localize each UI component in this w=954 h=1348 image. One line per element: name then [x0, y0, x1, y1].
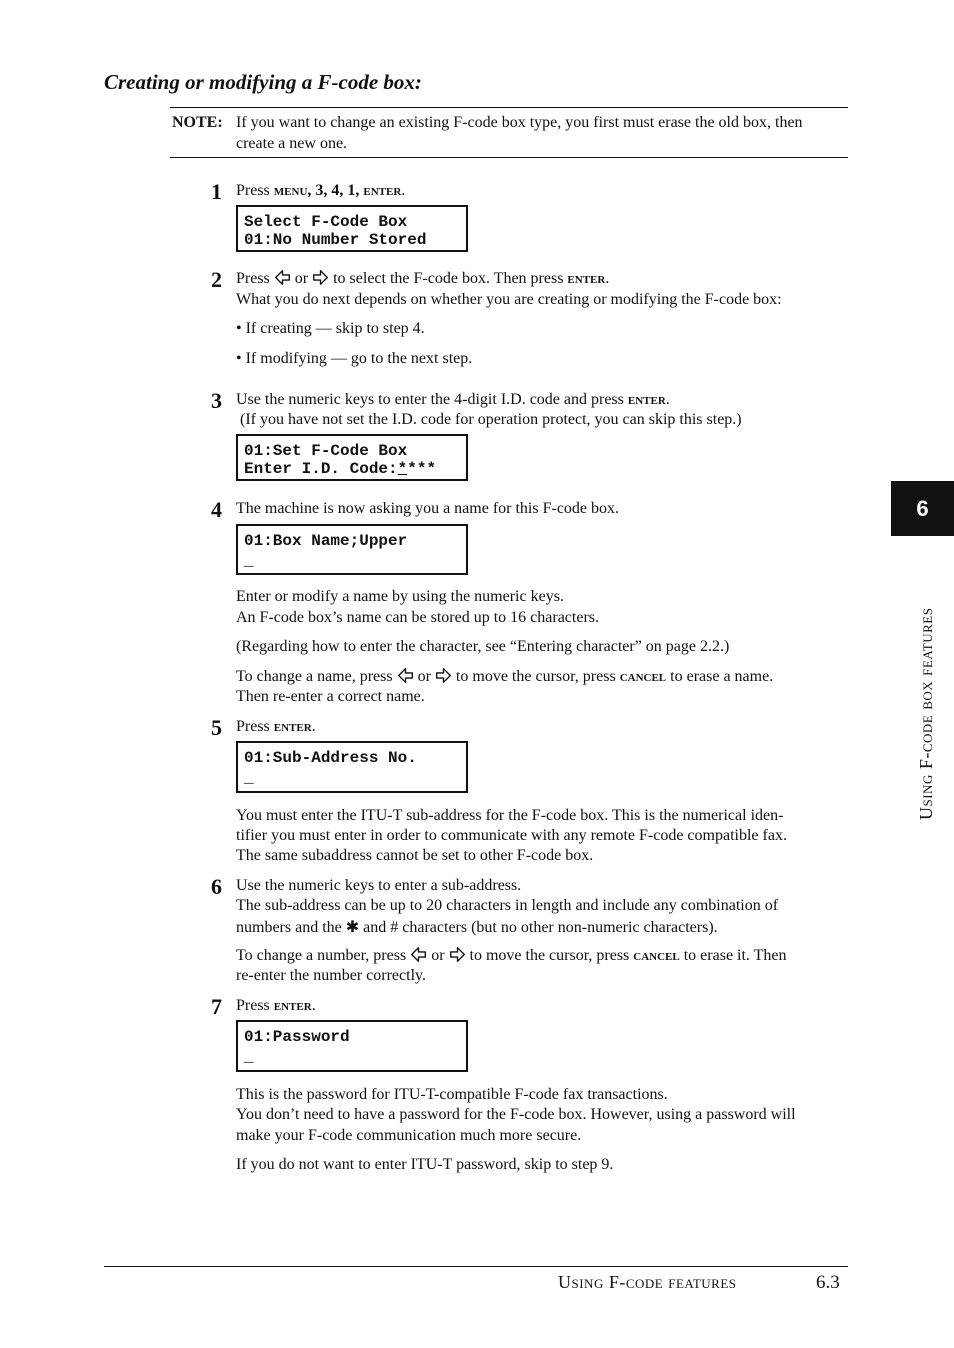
enter-key: enter: [363, 183, 402, 199]
text: to erase it. Then: [683, 947, 787, 964]
lcd-line-1: 01:Sub-Address No.: [244, 749, 417, 767]
bullet-modifying: • If modifying — go to the next step.: [236, 350, 473, 367]
step-4-p5: Then re-enter a correct name.: [236, 688, 425, 705]
step-6-p4: [236, 946, 787, 966]
lcd-cursor: _: [244, 1048, 254, 1066]
lcd-line-2: [244, 460, 436, 478]
page-number: 6.3: [816, 1272, 840, 1293]
step-7-p2: You don’t need to have a password for the F-code box. However, using a password will: [236, 1106, 796, 1123]
step-2-instruction: [236, 269, 609, 289]
step-4-p3: (Regarding how to enter the character, see “Entering character” on page 2.2.): [236, 638, 730, 655]
key-sequence: , 3, 4, 1,: [307, 182, 360, 199]
step-4-instruction: The machine is now asking you a name for this F-code box.: [236, 500, 620, 517]
period: .: [401, 182, 406, 199]
bullet-creating: • If creating — skip to step 4.: [236, 320, 425, 337]
right-arrow-key-icon: [435, 667, 452, 684]
cancel-key: cancel: [619, 669, 667, 685]
side-chapter-title: Using F-code box features: [916, 607, 936, 820]
step-5-p2: tifier you must enter in order to communicate with any remote F-code compatible fax.: [236, 827, 787, 844]
section-title: Creating or modifying a F-code box:: [104, 70, 422, 94]
text: to erase a name.: [670, 668, 774, 685]
text: numbers and the: [236, 919, 342, 936]
press-text: Press: [236, 997, 270, 1014]
left-arrow-key-icon: [274, 269, 291, 286]
step-5-p1: You must enter the ITU-T sub-address for the F-code box. This is the numerical iden-: [236, 807, 784, 824]
lcd-masked-code: ***: [407, 460, 437, 478]
period: .: [311, 718, 316, 735]
left-arrow-key-icon: [397, 667, 414, 684]
right-arrow-key-icon: [312, 269, 329, 286]
enter-key: enter: [273, 998, 312, 1014]
enter-key: enter: [273, 719, 312, 735]
step-7-instruction: [236, 996, 316, 1016]
step-4-p2: An F-code box’s name can be stored up to 16 characters.: [236, 609, 599, 626]
step-6-line1: Use the numeric keys to enter a sub-address.: [236, 877, 522, 894]
step-number-1: 1: [211, 179, 222, 204]
step-number-2: 2: [211, 267, 222, 292]
press-text: Press: [236, 182, 270, 199]
instruction-text: Use the numeric keys to enter the 4-digit I.D. code and press: [236, 391, 624, 408]
text: to move the cursor, press: [469, 947, 630, 964]
text: to move the cursor, press: [455, 668, 616, 685]
cancel-key: cancel: [633, 948, 680, 964]
step-5-p3: The same subaddress cannot be set to other F-code box.: [236, 847, 594, 864]
asterisk-key-icon: ✱: [345, 917, 360, 936]
step-7-p3: make your F-code communication much more secure.: [236, 1127, 582, 1144]
step-number-6: 6: [211, 874, 222, 899]
or-text: or: [431, 947, 445, 964]
lcd-cursor: _: [244, 552, 254, 570]
period: .: [665, 391, 670, 408]
note-label: NOTE:: [172, 114, 223, 131]
step-6-line3: [236, 917, 718, 938]
footer-rule: [104, 1266, 848, 1267]
press-text: Press: [236, 270, 270, 287]
left-arrow-key-icon: [410, 946, 427, 963]
step-6-p5: re-enter the number correctly.: [236, 967, 426, 984]
instruction-text: to select the F-code box. Then press: [333, 270, 564, 287]
period: .: [311, 997, 316, 1014]
lcd-display-step-5: [236, 741, 468, 793]
or-text: or: [417, 668, 431, 685]
chapter-tab: 6: [891, 481, 954, 536]
step-4-p1: Enter or modify a name by using the numeric keys.: [236, 588, 564, 605]
text: To change a number, press: [236, 947, 407, 964]
step-3-instruction: [236, 390, 670, 410]
step-number-5: 5: [211, 715, 222, 740]
period: .: [605, 270, 610, 287]
step-2-line2: What you do next depends on whether you are creating or modifying the F-code box:: [236, 291, 782, 308]
lcd-line-1: 01:Box Name;Upper: [244, 532, 408, 550]
text: and # characters (but no other non-numeric characters).: [363, 919, 718, 936]
lcd-display-step-1: [236, 205, 468, 252]
step-1-instruction: [236, 181, 405, 201]
step-5-instruction: [236, 717, 316, 737]
note-text-line2: create a new one.: [236, 135, 348, 152]
step-number-7: 7: [211, 994, 222, 1019]
lcd-cursor: _: [244, 769, 254, 787]
lcd-display-step-4: [236, 524, 468, 575]
step-6-line2: The sub-address can be up to 20 characters in length and include any combination of: [236, 897, 779, 914]
text: To change a name, press: [236, 668, 393, 685]
lcd-prompt: Enter I.D. Code:: [244, 460, 398, 478]
step-7-p1: This is the password for ITU-T-compatible F-code fax transactions.: [236, 1086, 668, 1103]
lcd-line-1: 01:Set F-Code Box: [244, 442, 408, 460]
note-top-rule: [170, 107, 848, 108]
step-4-p4: [236, 667, 773, 687]
lcd-line-1: Select F-Code Box: [244, 213, 408, 231]
step-7-p4: If you do not want to enter ITU-T password, skip to step 9.: [236, 1156, 614, 1173]
step-3-line2: (If you have not set the I.D. code for operation protect, you can skip this step.): [240, 411, 742, 428]
menu-key: menu: [273, 183, 308, 199]
lcd-display-step-3: [236, 434, 468, 481]
enter-key: enter: [567, 271, 606, 287]
lcd-line-2: 01:No Number Stored: [244, 231, 427, 249]
note-bottom-rule: [170, 157, 848, 158]
enter-key: enter: [627, 392, 666, 408]
lcd-cursor-char: *: [397, 460, 408, 478]
press-text: Press: [236, 718, 270, 735]
footer-title: Using F-code features: [558, 1272, 737, 1292]
lcd-display-step-7: [236, 1020, 468, 1072]
or-text: or: [294, 270, 309, 287]
note-text-line1: If you want to change an existing F-code box type, you first must erase the old box, then: [236, 114, 803, 131]
step-number-3: 3: [211, 388, 222, 413]
lcd-line-1: 01:Password: [244, 1028, 350, 1046]
step-number-4: 4: [211, 497, 222, 522]
right-arrow-key-icon: [449, 946, 466, 963]
